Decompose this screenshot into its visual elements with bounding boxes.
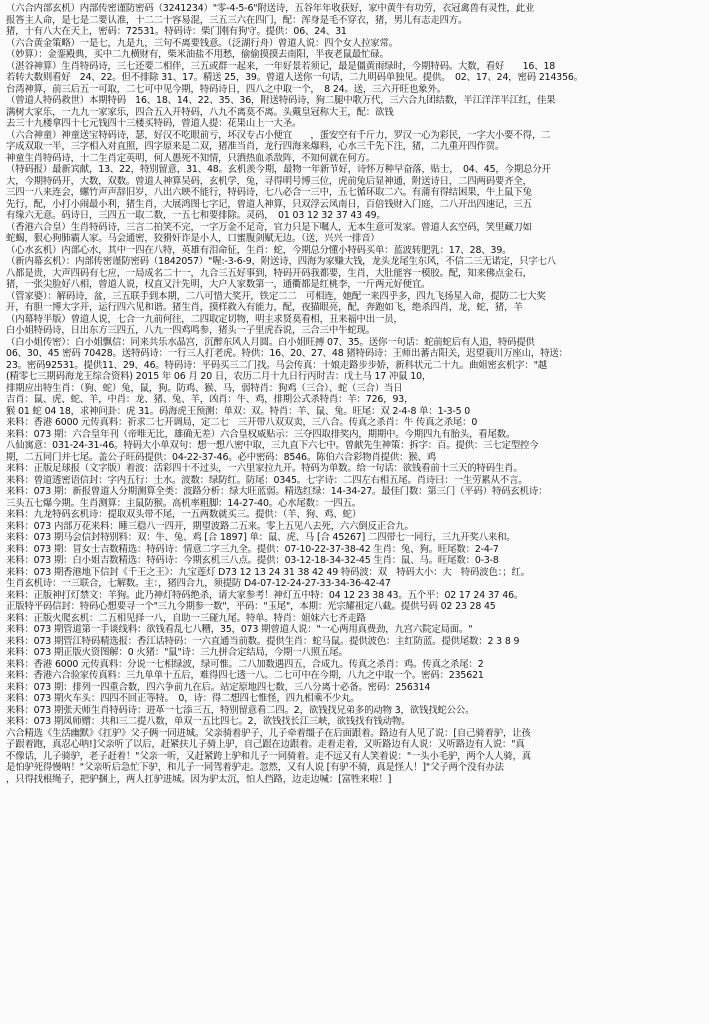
text-line: 八都是贵，大声四码有七应，一局成名二十一，九合三五好事到，特码开码我都要，生肖，大肚能容一模胶。配，知来佛点金石， (6, 267, 532, 279)
text-line: 来料：073 期正版火资图解：0 火猪："鼠"诗：三九拼合定结局，今期一八照五尾。 (6, 647, 348, 658)
text-line: 先行，配，小打小闹最小利，猪生肖，大展鸿图七字记，曾道人神算，只双浮云凤南日，百倍钱财入门庭，二八开出四速记，三五 (6, 198, 532, 210)
text-line: 台湾神算，前三后五一可取，二七可中见今期，特码诗日，四八之中取一个， 8 24。送，三六开旺也象外。 (6, 83, 446, 95)
text-line: 来料：073 期：新报曾道人分期测算全类：波路分析：绿大旺蓝弱。精选红绿：14-34-27。最佳门数：第三门（平码）特码玄机诗： (6, 486, 548, 497)
text-line: （六合神童）神童送宝特码诗，瑟，好汉不吃眼前亏，坏汉专占小便宜 ，蛋安空有千斤力，罗汉一心为彩民，一字大小要不得，二 (6, 129, 551, 141)
text-line: （内幕特半版）曾道人说，七合一九前何往，二四取定切物，明主求贤莫看相，丑来福中出一员， (6, 313, 403, 325)
text-line: （六合内部玄机）内部传密谨防密码（3241234）"零-4-5-6"附送诗，五谷年年收获好，家中黄牛有功劳，衣冠禽兽有灵性，此业 (6, 3, 535, 14)
text-line: 06、30、45 密码 70428。送特码诗：一行三人打老虎。特供：16、20、27、48 猪特码诗：王师出蕃古阳关，迟望蓑川万座山，特送： (6, 348, 568, 359)
text-line: ，只得找根绳子，把驴捆上，两人扛驴进城。因为驴太沉，怕人挡路，边走边喊：[富牲来啦！] (6, 773, 392, 785)
text-line: 吉肖：鼠、虎、蛇、羊，中肖：龙、猪、兔、羊，凶肖：牛、鸡，排期公式杀特肖：羊：726，93， (6, 394, 414, 405)
text-line: 来料：073 期：排列一四重合数，四六争前九在后。站定原地四七数，三八分离十必备。密码：256314 (6, 681, 431, 693)
text-line: 来料：073 内部万花来料：睡三稳八一四开，期望波路二五来。零上五见八去死，六六倒反正合九。 (6, 520, 414, 532)
text-line: 来料：073 期香港地下信封《千王之王》：九宝莲灯 D73 12 13 24 31 38 42 49 特码波：双 特码大小：大 特码波色：；红。 (6, 566, 530, 578)
text-line: 来料：正版神打灯禁文：羊狗。此乃神灯特码绝杀，请大家参考！神灯五中特：04 12 23 38 43。五个平：02 17 24 37 46。 (6, 589, 524, 601)
text-line: 来料：073 期张天师生肖特码诗：进革一七添三五，特别留意看二四。2，欲钱找兄弟多的动物 3，欲钱找蛇公公。 (6, 704, 475, 716)
text-line: 六合精选《生活幽默》《扛驴》父子俩一同进城。父亲骑着驴子，儿子牵着缰子在后面跟着。路边有人见了说：[自己骑着驴，让孩 (6, 727, 531, 739)
text-line: (精零七三期码海龙王综合资料) 2015 年 06 月 20 日，农历二月十九日行丙时吉：戊土马 17 冲鼠 10， (6, 371, 432, 382)
text-line: （曾道人特码救世）本期特码 16、18、14、22、35、36，附送特码诗，狗二腿中歌万代，三六合九团结数，半江洋洋半江红，佳果 (6, 95, 556, 106)
text-line: 三头五七爆今期。生肖测算：主鼠防猴。高机率粗脚：14-27-40。心水尾数：一四五。 (6, 497, 362, 509)
text-line: 猴 01 蛇 04 18，求神问卦：虎 31。码海虎王预测：单双：双。特肖：羊、鼠、兔。旺尾：双 2-4-8 单：1-3-5 0 (6, 405, 471, 417)
text-line: （特码报）最新宾献，13、22，特别留意，31、48。玄机羡今期，最物一年新节好，诗怀万种早奋落，贴士， 04、45，今期总分开 (6, 164, 551, 175)
text-line: 神童生肖特码诗，十二生肖定英明，何人愚死不知情，只洒热血杀敌阵，不知何就在何方。 (6, 152, 376, 164)
text-line: 来料：正版火爬玄机：二五相见择一八，自助一三碰九尾。特单。特肖：姐妹六七齐走路 (6, 612, 366, 624)
text-line: （管家婆）：解码诗，盆，三五联手到本期，二八可惜大奖开，铁定二二 可相连，她配一来四乎多，四九飞扬星入命，提防二七大奖 (6, 290, 546, 302)
text-line: 大，今期特码开，大数，双数。曾道人神算吴码，玄机学，兔，寻得明号博三位，虎前兔后显神通，附送诗日，二四两码要齐全， (6, 175, 532, 187)
text-line: 来料：九龙特码玄机诗：提取双头带不尾，一五两数就买三。提供：（羊、狗、鸡、蛇） (6, 509, 362, 520)
text-line: （湛谷神算）生肖特码诗，三七还要二相伴，三五或群一起来，一年好景若须记，最是僵黄雨绿时，今期特码。大数，看好 16、18 (6, 60, 556, 72)
text-line: 来料：073 期凤师赠：共和三二提八数，单双一五比四七。2，欲钱找长江三峡，欲钱找有钱动物。 (6, 716, 411, 727)
text-line: 报答主人命，是七是二要认准，十二二十容易混，三五三六在四门，配：浑身是毛不穿衣，猪，男儿有志走四方。 (6, 14, 468, 26)
text-line: 来料：073 期火车头：四四不回正等特。 0，诗：得二想四七惟怪，四九相乘不少丸。 (6, 693, 360, 704)
text-line: 是怕驴死得慢呐！"父亲听后急忙下驴，和儿子一同驾着驴走。忽然，又有人说 [有驴不骑，真是怪人！]"父子两个没有办法 (6, 762, 504, 773)
text-line: （香港六合皇）生肖特码诗，三言二拍笑不完，一字万金不足奇，官力只是下嘱人，无本生意可发家。曾道人玄空码，笑里藏刀如 (6, 221, 532, 233)
text-line: （心水玄机）内部心水，其中一四在八特，英雄有泪命征，生肖：蛇，今期总分懂小特码买单：蓝波转肥乳：17、28、39。 (6, 244, 512, 256)
text-line: （新内幕玄机）：内部传密谨防密码（1842057）"喔:-3-6-9，附送诗，四海为家赚大钱，龙头龙尾生东风，不信二三无诺定，只字七八 (6, 256, 557, 267)
text-line: 来料：香港 6000 元传真料：分说一七相绿波，绿可惟。二八加数遇四五，合成九。传真之杀肖：鸡。传真之杀尾：2 (6, 658, 484, 670)
text-line: 子跟着跑，真忍心呐!]父亲听了以后，赶紧扶儿子骑上驴，自己跟在边跟着。走着走着，又听路边有人说：又听路边有人说："真 (6, 739, 525, 750)
text-line: 来料：香港六合验家传真料：三九单单十五后，难得四七透一八。二七可中在今期，八九之中取一个。密码：235621 (6, 670, 484, 681)
text-line: 来料：073 期：白小姐吉数精选：特码诗：今期玄机三八点。提供：03-12-18-34-32-45 生肖：鼠、马。旺尾数：0-3-8 (6, 555, 499, 566)
text-line: 开，有胆一博大字开，运行四六见和谐。猪生肖，摸样救入有能力，配，夜猫眼亮，配，奔跑如飞，绝杀四肖，龙，蛇，猪，羊 (6, 302, 523, 313)
text-line: 来料：正版足球报（文字版）着波：活彩四十不过头，一六里家拉九开。特码为单数。给一句话：欲钱看前十三天的特码生肖。 (6, 463, 523, 474)
text-line: 来料：073 期管江特码精选报：香江话特码：一六直通当前数。提供生肖：蛇马鼠。提供波色：主红防蓝。提供尾数：2 3 8 9 (6, 635, 520, 647)
text-line: 若转大数则看好 24、22。但不排除 31、17。精送 25，39。曾道人送你一句话，二九明码单独见。提供。 02、17、24，密码 214356。 (6, 72, 583, 83)
text-line: 猪，一张尖脸好八相，曾道人说，权直又汁先明，大户人家数第一，通衢都是红桃李，一斤两元好便宜。 (6, 279, 431, 290)
text-line: （白小姐传密）：白小姐飘信：同来共乐水晶宫，沉醉东风人月圆。白小姐旺搏 07、35。送你一句话：蛇前蛇后有人追，特码提供 (6, 336, 535, 348)
text-line: 字成双取一半，三字相入对直照，四字原来是二双，猪准当肖，龙行四海来爆料，心水三千先下注，猪，二九重开四作贺。 (6, 141, 505, 152)
text-line: 八仙寓意：031-24-31-46。特码大小单双句：想一想八密中取，三九直下六七中。曾献先生神策：拆字：百。提供：三七定型控今 (6, 440, 539, 451)
text-line: 满树大家乐，一九九一家家乐，四合五入开特码，八九不离莫不离。头戴皇冠称大王，配：欲钱 (6, 106, 394, 118)
document-body (6, 3, 704, 785)
text-line: （六合黄金策略）一是七，九是九，三句不离要钱意。（泛湖行舟）曾道人说：四个女人拉家常。 (6, 37, 398, 49)
text-line: 白小姐特码诗，日出东方三四五，八九一四鸡鸣参，猪头一子里虎吞说，三合三中牛蛇现。 (6, 325, 376, 336)
text-line: 排期应出特生肖：（狗、蛇）兔，鼠，狗。防鸡、猴、马，弱特肖：狗鸡（三合）、蛇（三合）当日 (6, 382, 403, 394)
text-line: 23。密码92531。提供11、29、46。特码诗：平码买三二门找。马会传真：十娘走路步步娇，新科状元二十九。曲姐密玄机字："越 (6, 359, 548, 371)
text-line: 期，二五同门并七尾。盖公子旺码提供：04-22-37-46。必中密码：8546。陈伯六合彩物肖提供：猴、鸡 (6, 451, 437, 463)
text-line: 猪，十有八大在天上，密码：72531。特码诗：柴门刚有狗守。提供：06、24、31 (6, 26, 347, 37)
text-line: 来料：073 期管道第一手谈线料：欲钱看乱七八糟，35，073 期曾道人说："一心两用真费劲，九宫六院定局面。" (6, 624, 473, 635)
text-line: 来料：073 期：六合皇年刊（帝唯无比，雄确无差）六合皇权威贴示：三夺四取排奖内，期期中。今期四九有胎头，看尾数。 (6, 428, 516, 440)
text-line: 去三十九楼拿四十七元钱四十三楼买特码，曾道人提：花果山上一大圣。 (6, 118, 302, 129)
text-line: 不像话，儿子骑驴，老子赶着！"父亲一听，又赶紧跨上驴和儿子一同骑着。走不远又有人笑着说："一头小毛驴，两个人人骑，真 (6, 750, 531, 762)
text-line: 来料：073 期马会信封特别料：双：牛、兔、鸡 [合 1897] 单：鼠、虎、马 [合 45267] 二四带七一同行，三九开奖八来和。 (6, 532, 516, 543)
text-line: 来料：香港 6000 元传真料：祈求二七开调局，定二七 三开带八双双卖，三八合。传真之杀肖：牛 传真之杀尾：0 (6, 417, 478, 428)
text-line: （妙算）：金銮殿典，买中二九横财有，柴米油盐不用愁，偷偷摸摸去南阳，半夜老鼠最忙碌。 (6, 49, 389, 60)
text-line: 来料：曾道透密语信封：字内五行：土水。波数：绿防红。防尾：0345。七字诗：二四左右相五尾。肖诗曰：一生劳累从不言。 (6, 474, 528, 486)
text-line: 蛇蝎，狠心狗肺霸人家。马会通密，狡猾奸诈是小人，口蜜腹剑赋无边。（送，兴兴一排音） (6, 233, 380, 244)
text-line: 生肖玄机诗：一三联合，七解数。主：，猪四合九，须提防 D4-07-12-24-27-33-34-36-42-47 (6, 578, 391, 589)
text-line: 有缘六无意。码诗日，三四五一取二数，一五七和要排除。灵码， 01 03 12 32 37 43 49。 (6, 210, 386, 221)
text-line: 来料：073 期：冒女士吉数精选：特码诗：情意二字三九全。提供：07-10-22-37-38-42 生肖：兔、狗。旺尾数：2-4-7 (6, 543, 499, 555)
text-line: 正版特平码信封：特码心想要寻一个"三九今期参一数"，平码："玉尾"，本期：光宗耀祖定八截。提供号码 02 23 28 45 (6, 601, 496, 612)
text-line: 三四一八来连会，螺竹声声辞旧岁，八出六映不能行，特码诗，七八必合一三中，五七循环取二六。有蒲有得结困果，牛上鼠下兔 (6, 187, 532, 198)
